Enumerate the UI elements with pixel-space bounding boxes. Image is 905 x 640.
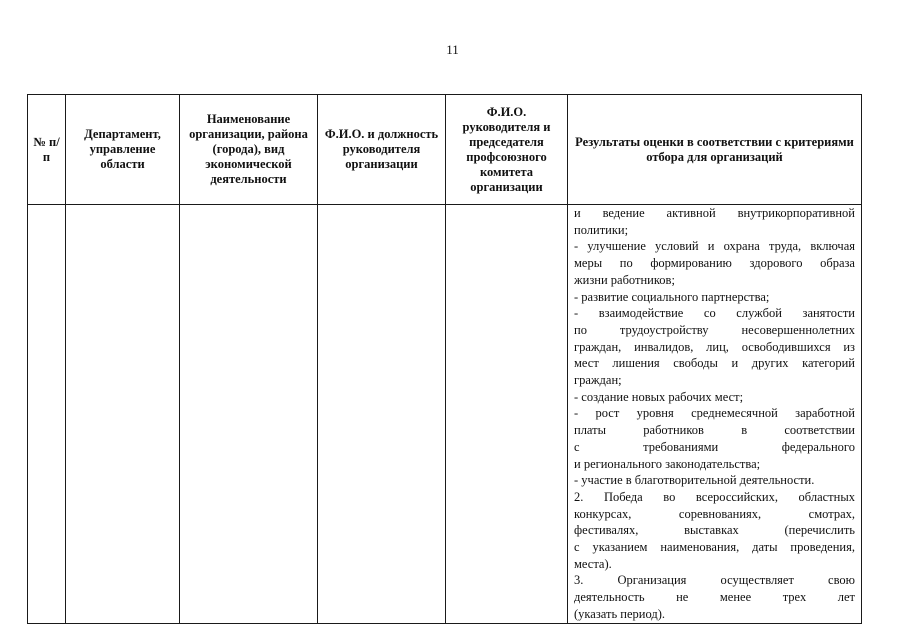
results-line: фестивалях, выставках (перечислить <box>574 523 855 538</box>
header-union-head-name: Ф.И.О. руководителя и председателя профсоюзного комитета организации <box>446 95 568 205</box>
cell-number <box>28 205 66 624</box>
results-line: жизни работников; <box>574 272 675 287</box>
header-number: № п/п <box>28 95 66 205</box>
results-line: с указанием наименования, даты проведения, <box>574 540 855 555</box>
cell-organization <box>180 205 318 624</box>
cell-department <box>66 205 180 624</box>
results-line: - улучшение условий и охрана труда, включая <box>574 239 855 254</box>
header-department: Департамент, управление области <box>66 95 180 205</box>
results-line: политики; <box>574 222 629 237</box>
results-line: (указать период). <box>574 606 666 621</box>
results-line: 2. Победа во всероссийских, областных <box>574 489 855 504</box>
header-results: Результаты оценки в соответствии с критериями отбора для организаций <box>568 95 862 205</box>
results-line: и ведение активной внутрикорпоративной <box>574 206 855 220</box>
page-number: 11 <box>446 42 459 57</box>
table-row <box>28 205 862 624</box>
results-line: платы работников в соответствии <box>574 423 855 438</box>
results-line: по трудоустройству несовершеннолетних <box>574 322 855 337</box>
results-line: меры по формированию здорового образа <box>574 256 855 271</box>
results-text <box>574 205 855 623</box>
results-line: конкурсах, соревнованиях, смотрах, <box>574 506 855 521</box>
results-line: - создание новых рабочих мест; <box>574 389 744 404</box>
results-line: деятельность не менее трех лет <box>574 590 855 605</box>
results-line: - рост уровня среднемесячной заработной <box>574 406 855 421</box>
results-line: граждан; <box>574 373 622 388</box>
results-line: 3. Организация осуществляет свою <box>574 573 855 588</box>
results-line: граждан, инвалидов, лиц, освободившихся из <box>574 339 855 354</box>
cell-results <box>568 205 862 624</box>
results-line: - участие в благотворительной деятельности. <box>574 473 815 488</box>
results-line: с требованиями федерального <box>574 439 855 454</box>
results-line: места). <box>574 556 612 571</box>
header-head-name: Ф.И.О. и должность руководителя организации <box>318 95 446 205</box>
results-line: мест лишения свободы и других категорий <box>574 356 855 371</box>
results-line: и регионального законодательства; <box>574 456 761 471</box>
table-header-row <box>28 95 862 205</box>
cell-head-name <box>318 205 446 624</box>
cell-union-head-name <box>446 205 568 624</box>
results-line: - взаимодействие со службой занятости <box>574 306 855 321</box>
header-organization: Наименование организации, района (города), вид экономической деятельности <box>180 95 318 205</box>
results-line: - развитие социального партнерства; <box>574 289 770 304</box>
criteria-table <box>27 94 862 624</box>
